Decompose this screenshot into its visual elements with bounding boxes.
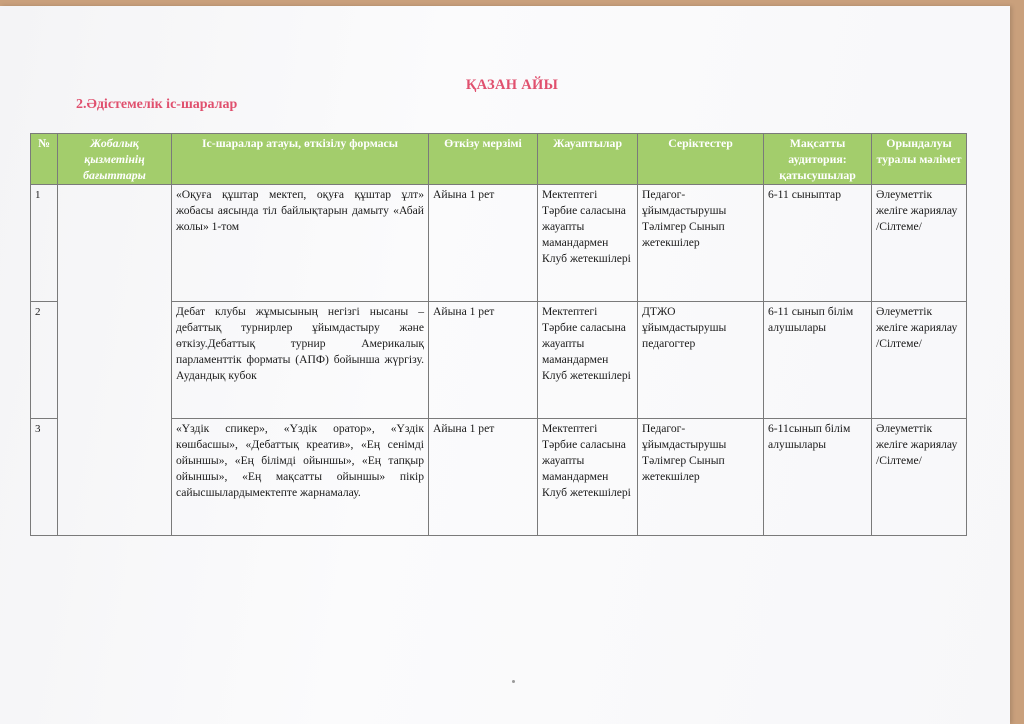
report-cell: Әлеуметтік желіге жариялау /Сілтеме/ bbox=[872, 419, 967, 536]
responsible-cell: Мектептегі Тәрбие саласына жауапты мамандармен Клуб жетекшілері bbox=[538, 419, 638, 536]
activity-plan-table bbox=[30, 133, 967, 536]
activity-cell: «Оқуға құштар мектеп, оқуға құштар ұлт» жобасы аясында тіл байлықтарын дамыту «Абай жолы» 1-том bbox=[172, 185, 429, 302]
row-number: 2 bbox=[31, 302, 58, 419]
header-timing: Өткізу мерзімі bbox=[429, 134, 538, 185]
report-cell: Әлеуметтік желіге жариялау /Сілтеме/ bbox=[872, 185, 967, 302]
activity-cell: «Үздік спикер», «Үздік оратор», «Үздік көшбасшы», «Дебаттық креатив», «Ең сенімді ойыншы», «Ең білімді ойыншы», «Ең тапқыр ойыншы», «Ең мақсатты ойыншы» пікір сайысшылардымектепте жарнамалау. bbox=[172, 419, 429, 536]
audience-cell: 6-11 сыныптар bbox=[764, 185, 872, 302]
timing-cell: Айына 1 рет bbox=[429, 419, 538, 536]
audience-cell: 6-11 сынып білім алушылары bbox=[764, 302, 872, 419]
responsible-cell: Мектептегі Тәрбие саласына жауапты мамандармен Клуб жетекшілері bbox=[538, 302, 638, 419]
report-cell: Әлеуметтік желіге жариялау /Сілтеме/ bbox=[872, 302, 967, 419]
header-audience: Мақсатты аудитория: қатысушылар bbox=[764, 134, 872, 185]
partners-cell: Педагог-ұйымдастырушы Тәлімгер Сынып жетекшілер bbox=[638, 419, 764, 536]
header-responsible: Жауаптылар bbox=[538, 134, 638, 185]
page-dot bbox=[512, 680, 515, 683]
header-report: Орындалуы туралы мәлімет bbox=[872, 134, 967, 185]
partners-cell: Педагог-ұйымдастырушы Тәлімгер Сынып жетекшілер bbox=[638, 185, 764, 302]
audience-cell: 6-11сынып білім алушылары bbox=[764, 419, 872, 536]
section-title: 2.Әдістемелік іс-шаралар bbox=[76, 97, 238, 112]
responsible-cell: Мектептегі Тәрбие саласына жауапты мамандармен Клуб жетекшілері bbox=[538, 185, 638, 302]
header-partners: Серіктестер bbox=[638, 134, 764, 185]
activity-cell: Дебат клубы жұмысының негізгі нысаны – дебаттық турнирлер ұйымдастыру және өткізу.Дебаттық турнир Америкалық парламенттік форматы (АПФ) бойынша жүргізу. Аудандық кубок bbox=[172, 302, 429, 419]
table-row bbox=[31, 302, 967, 419]
timing-cell: Айына 1 рет bbox=[429, 185, 538, 302]
row-number: 3 bbox=[31, 419, 58, 536]
page-title: ҚАЗАН АЙЫ bbox=[465, 77, 559, 93]
header-no: № bbox=[31, 134, 58, 185]
header-direction: Жобалық қызметінің бағыттары bbox=[58, 134, 172, 185]
timing-cell: Айына 1 рет bbox=[429, 302, 538, 419]
table-header-row bbox=[31, 134, 967, 185]
row-number: 1 bbox=[31, 185, 58, 302]
header-activity: Іс-шаралар атауы, өткізілу формасы bbox=[172, 134, 429, 185]
direction-cell bbox=[58, 185, 172, 536]
table-row bbox=[31, 419, 967, 536]
table-row bbox=[31, 185, 967, 302]
partners-cell: ДТЖО ұйымдастырушы педагогтер bbox=[638, 302, 764, 419]
